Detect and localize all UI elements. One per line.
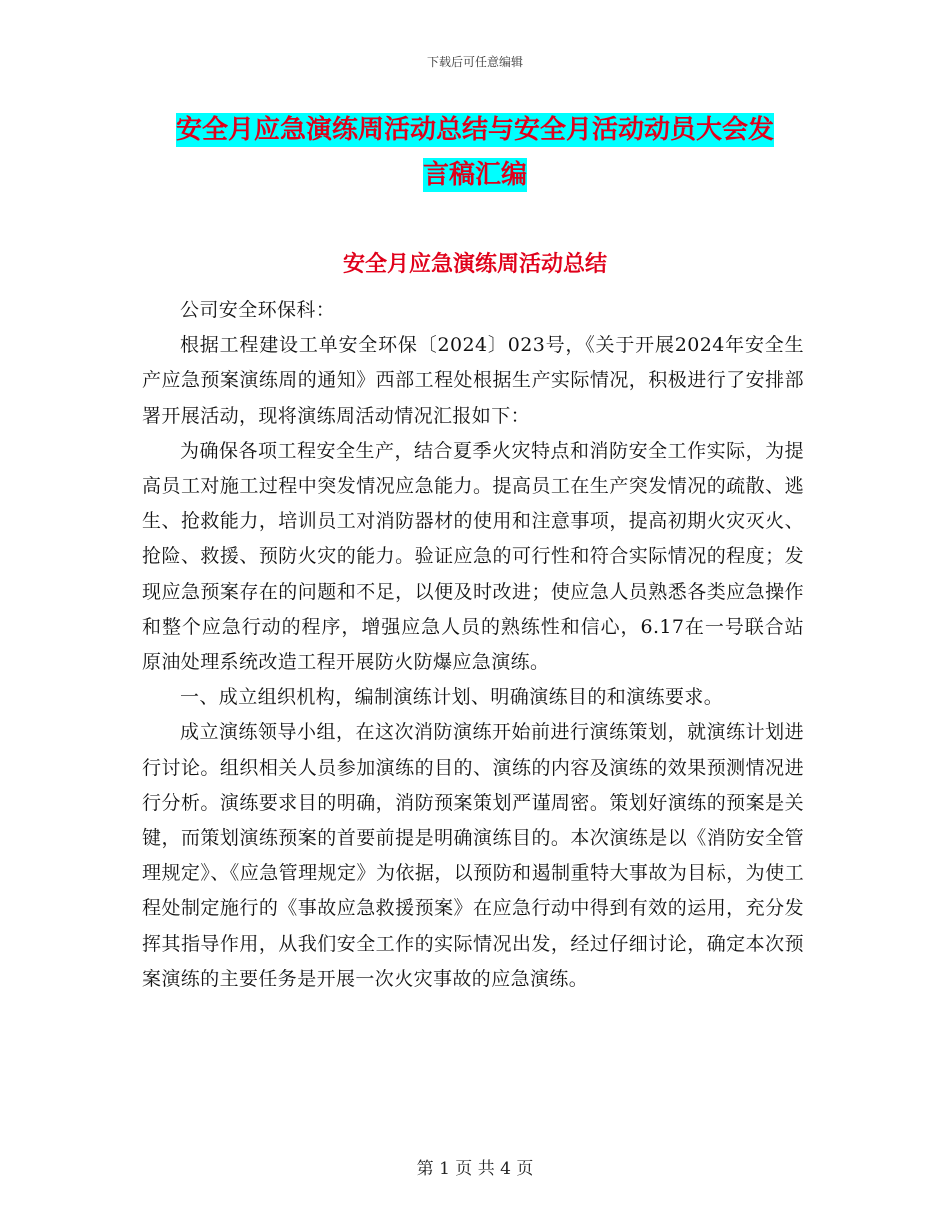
document-title-line1: 安全月应急演练周活动总结与安全月活动动员大会发 xyxy=(175,115,774,145)
paragraph-organization: 成立演练领导小组，在这次消防演练开始前进行演练策划，就演练计划进行讨论。组织相关人员参加演练的目的、演练的内容及演练的效果预测情况进行分析。演练要求目的明确，消防预案策划严谨周密。策划好演练的预案是关键，而策划演练预案的首要前提是明确演练目的。本次演练是以《消防安全管理规定》、《应急管理规定》为依据，以预防和遏制重特大事故为目标，为使工程处制定施行的《事故应急救援预案》在应急行动中得到有效的运用，充分发挥其指导作用，从我们安全工作的实际情况出发，经过仔细讨论，确定本次预案演练的主要任务是开展一次火灾事故的应急演练。 xyxy=(142,721,804,990)
document-title xyxy=(140,108,810,198)
paragraph-recipient: 公司安全环保科： xyxy=(180,299,336,321)
page-footer: 第 1 页 共 4 页 xyxy=(416,1159,534,1179)
document-title-line2: 言稿汇编 xyxy=(422,160,527,190)
document-body xyxy=(142,293,804,997)
paragraph-intro: 根据工程建设工单安全环保〔2024〕023号，《关于开展2024年安全生产应急预案演练周的通知》西部工程处根据生产实际情况，积极进行了安排部署开展活动，现将演练周活动情况汇报如下： xyxy=(142,334,804,427)
section-title: 安全月应急演练周活动总结 xyxy=(342,252,607,277)
paragraph-purpose: 为确保各项工程安全生产，结合夏季火灾特点和消防安全工作实际，为提高员工对施工过程中突发情况应急能力。提高员工在生产突发情况的疏散、逃生、抢救能力，培训员工对消防器材的使用和注意事项，提高初期火灾灭火、抢险、救援、预防火灾的能力。验证应急的可行性和符合实际情况的程度；发现应急预案存在的问题和不足，以便及时改进；使应急人员熟悉各类应急操作和整个应急行动的程序，增强应急人员的熟练性和信心，6.17在一号联合站原油处理系统改造工程开展防火防爆应急演练。 xyxy=(142,439,804,674)
paragraph-heading-1: 一、成立组织机构，编制演练计划、明确演练目的和演练要求。 xyxy=(180,686,724,709)
header-note: 下载后可任意编辑 xyxy=(426,55,523,69)
